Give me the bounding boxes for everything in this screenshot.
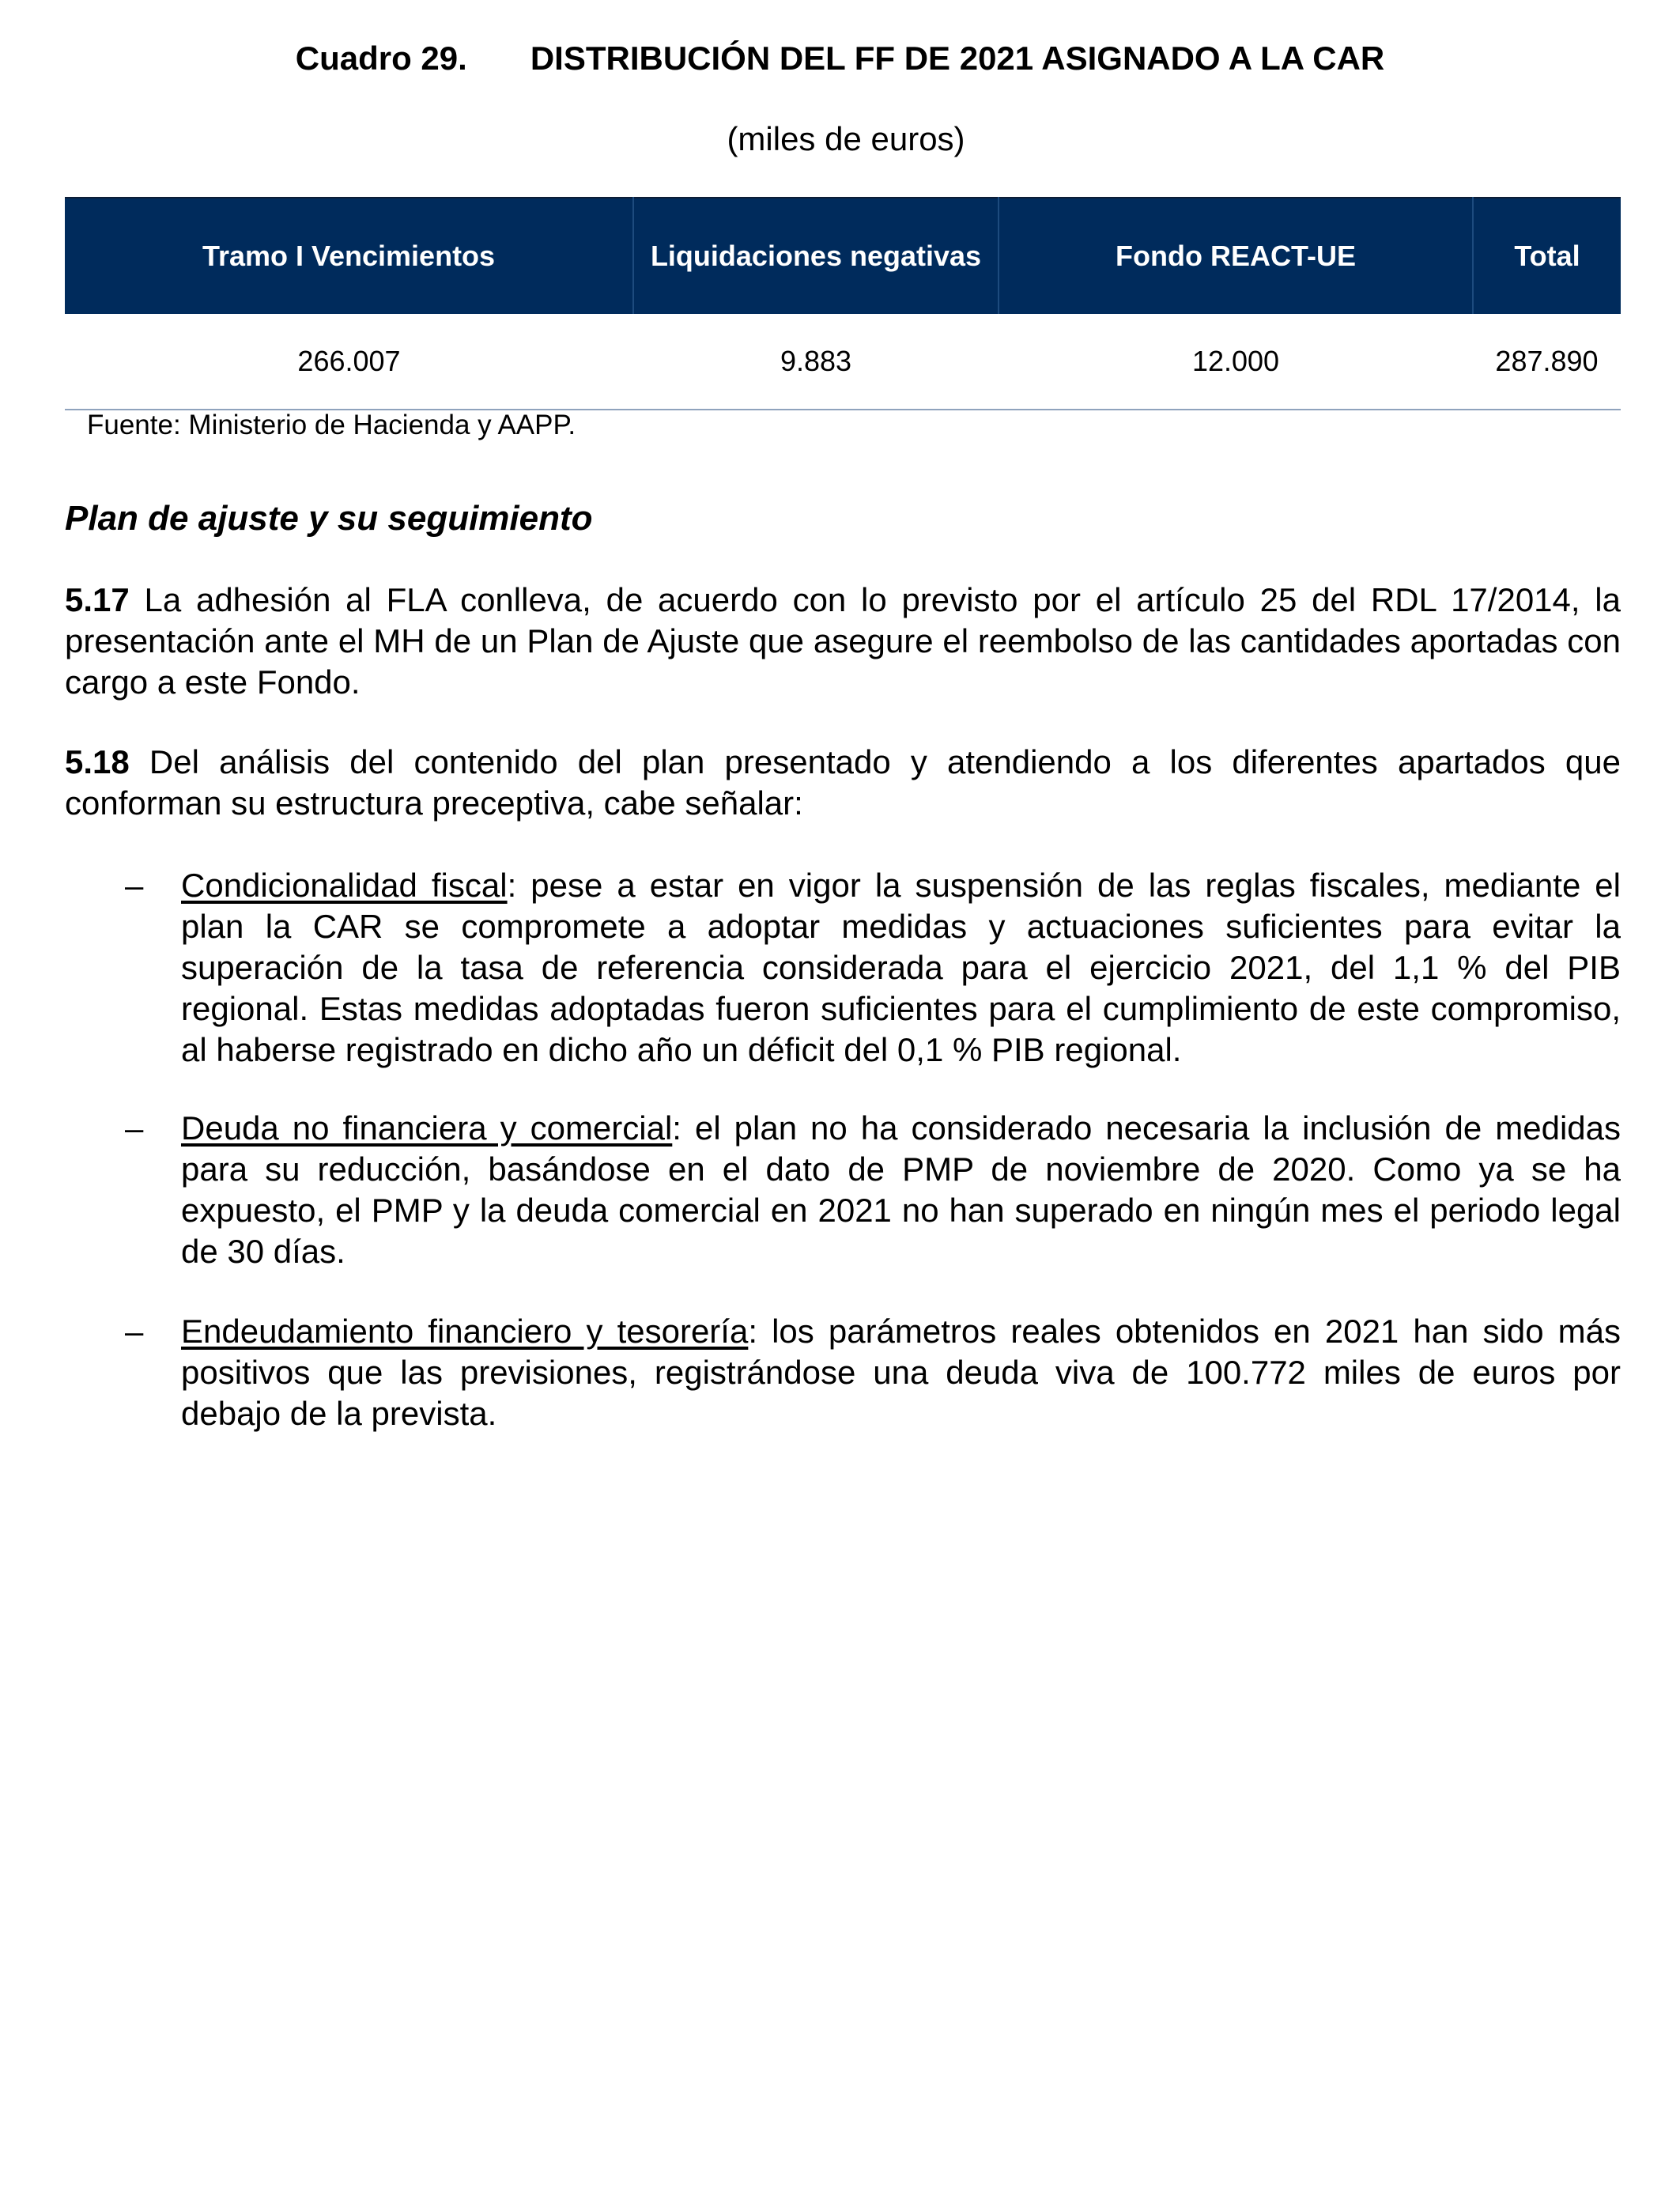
cell-total: 287.890 [1473, 314, 1621, 410]
dash-bullet-icon: – [125, 867, 144, 904]
cell-tramo: 266.007 [65, 314, 633, 410]
cell-react: 12.000 [999, 314, 1473, 410]
bullet-body: : los parámetros reales obtenidos en 2021 han sido más positivos que las previsiones, registrándose una deuda viva de 100.772 miles de euros por debajo de la prevista. [181, 1313, 1621, 1432]
bullet-term: Condicionalidad fiscal [181, 867, 508, 904]
table-units: (miles de euros) [727, 120, 965, 157]
table-row [65, 314, 1621, 410]
header-liquidaciones: Liquidaciones negativas [633, 198, 999, 314]
table-number: Cuadro 29. [295, 40, 467, 77]
header-react: Fondo REACT-UE [999, 198, 1473, 314]
bullet-term: Endeudamiento financiero y tesorería [181, 1313, 749, 1350]
distribution-table [65, 197, 1621, 410]
table-title-text: DISTRIBUCIÓN DEL FF DE 2021 ASIGNADO A LA CAR [530, 40, 1385, 77]
table-header-row [65, 198, 1621, 314]
paragraph-number: 5.17 [65, 581, 130, 618]
table-source: Fuente: Ministerio de Hacienda y AAPP. [87, 410, 576, 440]
bullet-term: Deuda no financiera y comercial [181, 1109, 673, 1147]
bullet-text [181, 1108, 1621, 1272]
header-total: Total [1473, 198, 1621, 314]
bullet-body: : pese a estar en vigor la suspensión de las reglas fiscales, mediante el plan la CAR se compromete a adoptar medidas y actuaciones suficientes para evitar la superación de la tasa de referencia considerada para el ejercicio 2021, del 1,1 % del PIB regional. Estas medidas adoptadas fueron suficientes para el cumplimiento de este compromiso, al haberse registrado en dicho año un déficit del 0,1 % PIB regional. [181, 867, 1621, 1068]
paragraph-text: La adhesión al FLA conlleva, de acuerdo con lo previsto por el artículo 25 del RDL 17/2014, la presentación ante el MH de un Plan de Ajuste que asegure el reembolso de las cantidades aportadas con cargo a este Fondo. [65, 581, 1621, 701]
cell-liquidaciones: 9.883 [633, 314, 999, 410]
header-tramo: Tramo I Vencimientos [65, 198, 633, 314]
dash-bullet-icon: – [125, 1109, 144, 1147]
section-heading: Plan de ajuste y su seguimiento [65, 499, 593, 538]
bullet-text [181, 1311, 1621, 1434]
paragraph-text: Del análisis del contenido del plan presentado y atendiendo a los diferentes apartados que conforman su estructura preceptiva, cabe señalar: [65, 743, 1621, 822]
paragraph-5-18 [65, 742, 1621, 824]
bullet-body: : el plan no ha considerado necesaria la inclusión de medidas para su reducción, basándose en el dato de PMP de noviembre de 2020. Como ya se ha expuesto, el PMP y la deuda comercial en 2021 no han superado en ningún mes el periodo legal de 30 días. [181, 1109, 1621, 1270]
bullet-text [181, 865, 1621, 1071]
paragraph-5-17 [65, 580, 1621, 703]
dash-bullet-icon: – [125, 1313, 144, 1350]
paragraph-number: 5.18 [65, 743, 130, 780]
table-title [0, 36, 1680, 81]
